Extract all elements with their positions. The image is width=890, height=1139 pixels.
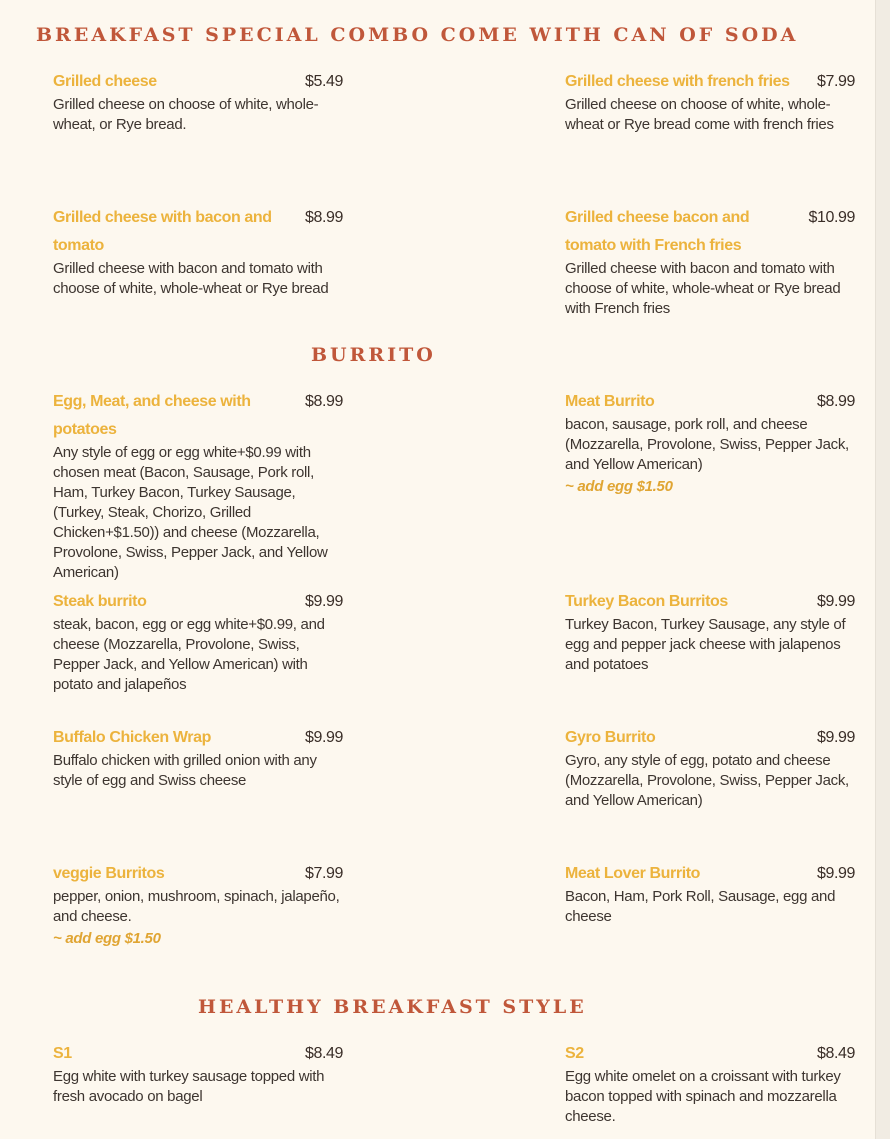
item-name: Meat Burrito (565, 393, 655, 410)
item-description: Turkey Bacon, Turkey Sausage, any style of egg and pepper jack cheese with jalapenos and potatoes (565, 616, 846, 673)
item-addon: ~ add egg $1.50 (53, 930, 161, 947)
menu-item (565, 860, 855, 927)
item-name: Egg, Meat, and cheese with potatoes (53, 393, 251, 438)
item-price: $9.99 (304, 729, 343, 746)
menu-item (53, 724, 343, 791)
section-heading-healthy: HEALTHY BREAKFAST STYLE (198, 996, 587, 1018)
item-name: S2 (565, 1045, 584, 1062)
item-price: $8.99 (304, 209, 343, 226)
item-name: Grilled cheese (53, 73, 157, 90)
menu-item (53, 388, 343, 583)
menu-item (53, 860, 343, 951)
item-description: Any style of egg or egg white+$0.99 with chosen meat (Bacon, Sausage, Pork roll, Ham, Turkey Bacon, Turkey Sausage, (Turkey, Steak, Chorizo, Grilled Chicken+$1.50)) and cheese (Mozzarella, Provolone, Swiss, Pepper Jack, and Yellow American) (53, 444, 328, 581)
item-description: Bacon, Ham, Pork Roll, Sausage, egg and cheese (565, 888, 836, 925)
item-price: $9.99 (816, 865, 855, 882)
item-addon: ~ add egg $1.50 (565, 478, 673, 495)
item-price: $9.99 (304, 593, 343, 610)
item-description: Gyro, any style of egg, potato and cheese (Mozzarella, Provolone, Swiss, Pepper Jack, and Yellow American) (565, 752, 849, 809)
menu-item (565, 1040, 855, 1127)
menu-item (565, 724, 855, 811)
menu-item (53, 1040, 343, 1107)
menu-item (53, 68, 343, 135)
item-name: Steak burrito (53, 593, 147, 610)
item-name: Meat Lover Burrito (565, 865, 701, 882)
menu-item (565, 204, 855, 319)
item-name: veggie Burritos (53, 865, 165, 882)
item-description: Egg white with turkey sausage topped with fresh avocado on bagel (53, 1068, 325, 1105)
menu-item (565, 588, 855, 675)
menu-item (53, 588, 343, 695)
item-description: Egg white omelet on a croissant with turkey bacon topped with spinach and mozzarella cheese. (565, 1068, 841, 1125)
item-name: Buffalo Chicken Wrap (53, 729, 211, 746)
item-price: $8.49 (816, 1045, 855, 1062)
item-description: Buffalo chicken with grilled onion with any style of egg and Swiss cheese (53, 752, 317, 789)
item-description: steak, bacon, egg or egg white+$0.99, and cheese (Mozzarella, Provolone, Swiss, Pepper Jack, and Yellow American) with potato and jalapeños (53, 616, 325, 693)
item-price: $7.99 (816, 73, 855, 90)
page-scrollbar[interactable] (875, 0, 890, 1139)
section-heading-combo: BREAKFAST SPECIAL COMBO COME WITH CAN OF SODA (36, 24, 799, 46)
item-name: Grilled cheese with bacon and tomato (53, 209, 272, 254)
item-price: $8.49 (304, 1045, 343, 1062)
menu-item (565, 68, 855, 135)
item-name: S1 (53, 1045, 72, 1062)
item-name: Turkey Bacon Burritos (565, 593, 728, 610)
item-price: $7.99 (304, 865, 343, 882)
menu-item (53, 204, 343, 299)
item-price: $5.49 (304, 73, 343, 90)
item-price: $8.99 (816, 393, 855, 410)
item-name: Grilled cheese with french fries (565, 73, 790, 90)
section-heading-burrito: BURRITO (311, 344, 436, 366)
item-name: Gyro Burrito (565, 729, 656, 746)
item-description: bacon, sausage, pork roll, and cheese (Mozzarella, Provolone, Swiss, Pepper Jack, and Yellow American) (565, 416, 849, 473)
item-description: Grilled cheese on choose of white, whole-wheat, or Rye bread. (53, 96, 319, 133)
menu-item (565, 388, 855, 499)
item-description: Grilled cheese with bacon and tomato with choose of white, whole-wheat or Rye bread (53, 260, 329, 297)
item-price: $9.99 (816, 593, 855, 610)
item-price: $10.99 (808, 209, 855, 226)
item-description: Grilled cheese with bacon and tomato with choose of white, whole-wheat or Rye bread with French fries (565, 260, 841, 317)
item-name: Grilled cheese bacon and tomato with French fries (565, 209, 750, 254)
item-price: $8.99 (304, 393, 343, 410)
item-price: $9.99 (816, 729, 855, 746)
item-description: pepper, onion, mushroom, spinach, jalapeño, and cheese. (53, 888, 340, 925)
item-description: Grilled cheese on choose of white, whole-wheat or Rye bread come with french fries (565, 96, 834, 133)
